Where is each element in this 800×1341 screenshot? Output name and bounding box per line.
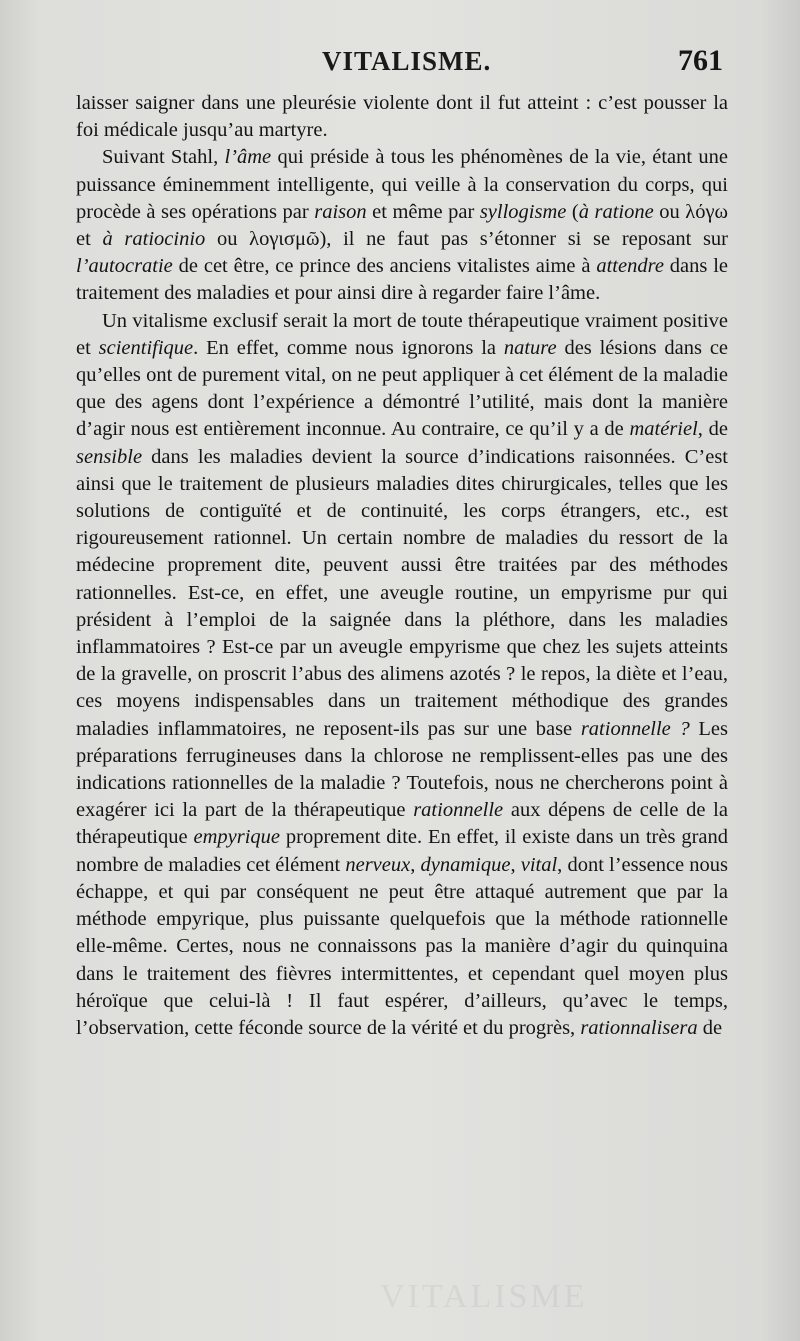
text-run: dans le traitement des maladies et pour ainsi dire à regarder faire l’âme. <box>76 255 729 305</box>
text-run: , de <box>697 418 728 441</box>
italic-text: l’âme <box>224 146 272 169</box>
italic-text: empyrique <box>193 826 280 849</box>
italic-text: attendre <box>596 255 664 278</box>
text-run: et même par <box>366 200 480 223</box>
text-run: Suivant Stahl, <box>102 146 225 169</box>
bleed-through-watermark: VITALISME <box>380 1278 588 1315</box>
body-text <box>76 90 728 1042</box>
text-run: qui préside à tous les phénomènes de la vie, étant une puissance éminemment intelligente, qui veille à la conservation du corps, qui procède à ses opérations par <box>76 146 728 223</box>
italic-text: vital <box>520 853 558 876</box>
text-run: des lésions dans ce qu’elles ont de purement vital, on ne peut appliquer à cet élément de la maladie que des agens dont l’expérience a démontré l’utilité, mais dont la manière d’agir nous est entièrement inconnue. Au contraire, ce qu’il y a de <box>76 336 729 441</box>
italic-text: rationnelle <box>413 799 504 822</box>
running-title: VITALISME. <box>322 46 492 76</box>
text-run: de cet être, ce prince des anciens vitalistes aime à <box>172 255 597 278</box>
italic-text: à ratiocinio <box>102 228 206 251</box>
text-run: de <box>697 1016 723 1039</box>
italic-text: à ratione <box>578 200 654 223</box>
italic-text: l’autocratie <box>76 255 173 278</box>
italic-text: syllogisme <box>479 200 567 223</box>
italic-text: nature <box>503 336 557 359</box>
paragraph <box>76 90 728 144</box>
text-run: ou λογισμῶ), il ne faut pas s’étonner si se reposant sur <box>205 228 729 251</box>
italic-text: rationnelle ? <box>580 717 690 740</box>
italic-text: raison <box>314 200 367 223</box>
text-run: Les préparations ferrugineuses dans la chlorose ne remplissent-elles pas une des indications rationnelles de la maladie ? Toutefois, nous ne chercherons point à exagérer ici la part de la thérapeutique <box>76 717 728 822</box>
italic-text: scientifique <box>98 336 194 359</box>
italic-text: matériel <box>629 418 698 441</box>
text-run: , <box>510 853 521 876</box>
text-run: dans les maladies devient la source d’indications raisonnées. C’est ainsi que le traitement de plusieurs maladies dites chirurgicales, telles que les solutions de contiguïté et de continuité, les corps étrangers, etc., est rigoureusement rationnel. Un certain nombre de maladies du ressort de la médecine proprement dite, peuvent aussi être traitées par des méthodes rationnelles. Est-ce, en effet, une aveugle routine, un empyrisme pur qui président à l’emploi de la saignée dans la pléthore, dans les maladies inflammatoires ? Est-ce par un aveugle empyrisme que chez les sujets atteints de la gravelle, on proscrit l’abus des alimens azotés ? le repos, la diète et l’eau, ces moyens indispensables dans un traitement méthodique des grandes maladies inflammatoires, ne reposent-ils pas sur une base <box>76 445 728 740</box>
paragraph <box>76 308 728 1042</box>
text-run: ( <box>566 200 579 223</box>
italic-text: sensible <box>76 445 143 468</box>
page-header <box>0 44 800 84</box>
text-run: Un vitalisme exclusif serait la mort de toute thérapeutique vraiment positive et <box>76 309 728 359</box>
text-run: , dont l’essence nous échappe, et qui par conséquent ne peut être attaqué autrement que par la méthode empyrique, plus puissante quelquefois que la méthode rationnelle elle-même. Certes, nous ne connaissons pas la manière d’agir du quinquina dans le traitement des fièvres intermittentes, et cependant quel moyen plus héroïque que celui-là ! Il faut espérer, d’ailleurs, qu’avec le temps, l’observation, cette féconde source de la vérité et du progrès, <box>76 853 729 1039</box>
text-run: aux dépens de celle de la thérapeutique <box>76 799 728 849</box>
italic-text: rationnalisera <box>580 1016 698 1039</box>
page-number: 761 <box>678 44 723 77</box>
text-run: . En effet, comme nous ignorons la <box>193 336 504 359</box>
text-run: , <box>410 853 421 876</box>
italic-text: nerveux <box>345 853 411 876</box>
italic-text: dynamique <box>420 853 511 876</box>
text-run: laisser saigner dans une pleurésie violente dont il fut atteint : c’est pousser la foi médicale jusqu’au martyre. <box>76 92 728 142</box>
paragraph <box>76 144 728 307</box>
text-run: proprement dite. En effet, il existe dans un très grand nombre de maladies cet élément <box>76 826 728 876</box>
text-run: ou λόγω et <box>76 200 729 251</box>
